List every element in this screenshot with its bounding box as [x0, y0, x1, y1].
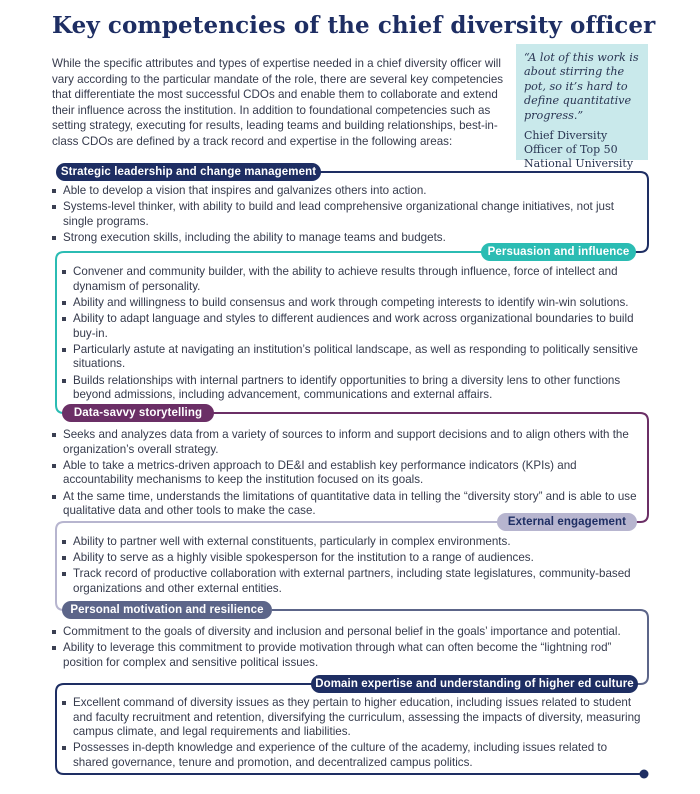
- list-item: Strong execution skills, including the ability to manage teams and budgets.: [52, 231, 632, 246]
- section-heading-data-savvy: Data-savvy storytelling: [62, 404, 214, 422]
- pull-quote-box: [516, 44, 648, 171]
- section-list-strategic: [52, 184, 632, 247]
- list-item: Ability to leverage this commitment to provide motivation through what can often become the “lightning rod” position for complex and sensitive political issues.: [52, 641, 642, 670]
- list-item: Convener and community builder, with the ability to achieve results through influence, force of intellect and dynamism of personality.: [62, 265, 642, 294]
- list-item: Track record of productive collaboration with external partners, including state legislatures, community-based organizations and other external entities.: [62, 567, 642, 596]
- list-item: Particularly astute at navigating an institution’s political landscape, as well as responding to politically sensitive situations.: [62, 343, 642, 372]
- section-list-domain: [62, 696, 644, 772]
- list-item: Builds relationships with internal partners to identify opportunities to bring a diversity lens to other functions beyond admissions, including advancement, communications and external affairs.: [62, 374, 642, 403]
- section-list-personal: [52, 625, 642, 672]
- pull-quote-attribution: Chief Diversity Officer of Top 50 National University: [524, 129, 634, 171]
- section-heading-external: External engagement: [497, 513, 637, 531]
- intro-paragraph: While the specific attributes and types of expertise needed in a chief diversity officer will vary according to the particular mandate of the role, there are several key competencies that differentiate the most successful CDOs and enable them to collaborate and extend their influence across the institution. In addition to foundational competencies such as setting strategy, executing for results, leading teams and building relationships, best-in-class CDOs are defined by a track record and expertise in the following areas:: [52, 57, 504, 148]
- list-item: Possesses in-depth knowledge and experience of the culture of the academy, including issues related to shared governance, tenure and promotion, and decentralized campus politics.: [62, 741, 644, 770]
- section-heading-persuasion: Persuasion and influence: [481, 243, 636, 261]
- list-item: Seeks and analyzes data from a variety of sources to inform and support decisions and to align others with the organization’s overall strategy.: [52, 428, 642, 457]
- section-heading-strategic: Strategic leadership and change management: [56, 163, 321, 181]
- page-title: Key competencies of the chief diversity officer: [52, 12, 656, 39]
- list-item: Able to develop a vision that inspires and galvanizes others into action.: [52, 184, 632, 199]
- list-item: Ability to adapt language and styles to different audiences and work across organizational boundaries to build buy-in.: [62, 312, 642, 341]
- list-item: Ability to partner well with external constituents, particularly in complex environments.: [62, 535, 642, 550]
- list-item: Able to take a metrics-driven approach to DE&I and establish key performance indicators (KPIs) and accountability mechanisms to keep the institution focused on its goals.: [52, 459, 642, 488]
- list-item: Ability and willingness to build consensus and work through competing interests to identify win-win solutions.: [62, 296, 642, 311]
- section-list-persuasion: [62, 265, 642, 404]
- list-item: Systems-level thinker, with ability to build and lead comprehensive organizational change initiatives, not just single programs.: [52, 200, 632, 229]
- list-item: Commitment to the goals of diversity and inclusion and personal belief in the goals’ importance and potential.: [52, 625, 642, 640]
- section-heading-personal: Personal motivation and resilience: [62, 601, 272, 619]
- list-item: Excellent command of diversity issues as they pertain to higher education, including issues related to student and faculty recruitment and retention, diversifying the curriculum, assessing the impacts of diversity, measuring campus climate, and legal requirements and liabilities.: [62, 696, 644, 740]
- section-heading-domain: Domain expertise and understanding of higher ed culture: [311, 675, 638, 693]
- pull-quote-text: “A lot of this work is about stirring the pot, so it’s hard to define quantitative progress.”: [524, 51, 639, 122]
- list-item: At the same time, understands the limitations of quantitative data in telling the “diversity story” and is able to use qualitative data and other tools to make the case.: [52, 490, 642, 519]
- list-item: Ability to serve as a highly visible spokesperson for the institution to a range of audiences.: [62, 551, 642, 566]
- section-list-data-savvy: [52, 428, 642, 520]
- section-list-external: [62, 535, 642, 598]
